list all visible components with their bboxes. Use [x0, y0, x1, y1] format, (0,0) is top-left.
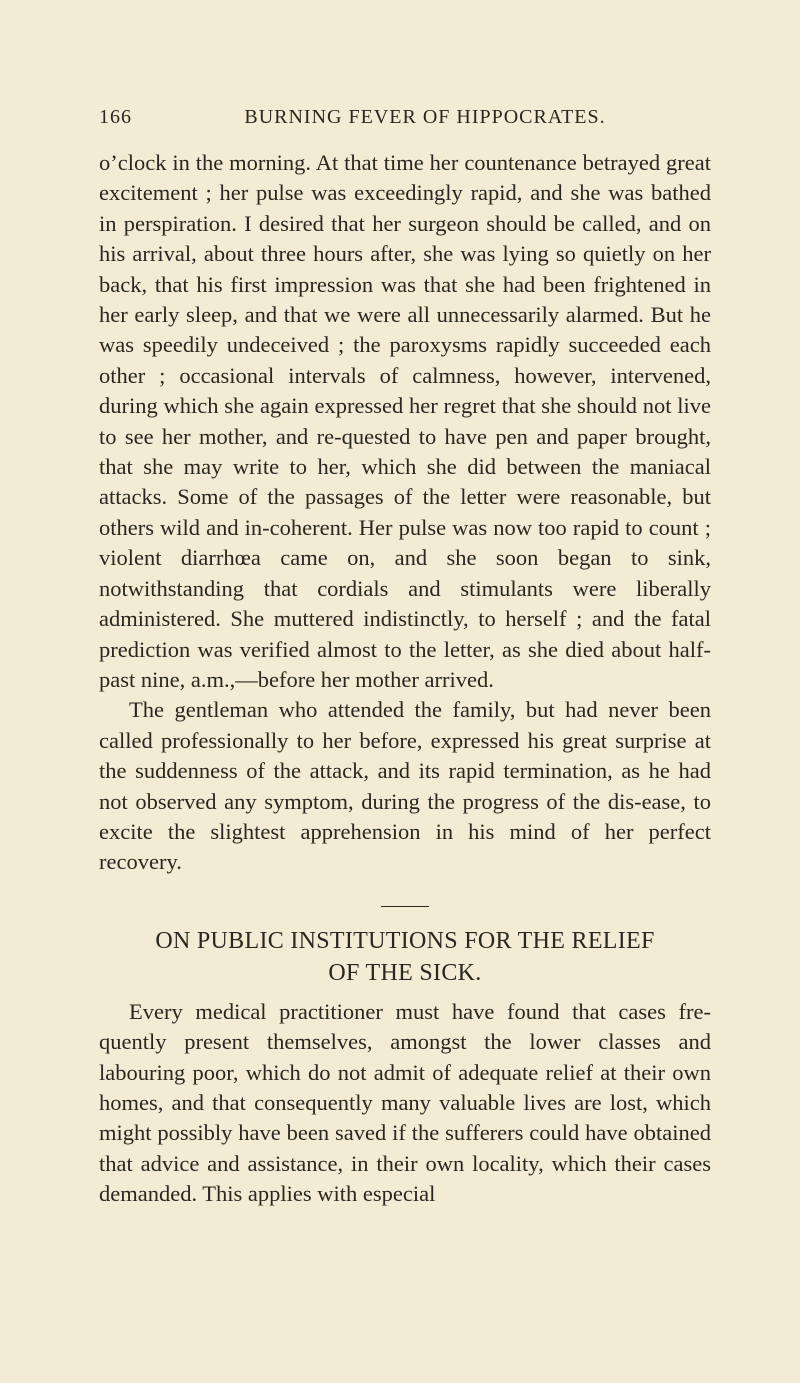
running-title: BURNING FEVER OF HIPPOCRATES.	[244, 106, 606, 128]
paragraph-continued: o’clock in the morning. At that time her countenance betrayed great excitement ; her pulse was exceedingly rapid, and she was bathed in perspiration. I desired that her surgeon should be called, and on his arrival, about three hours after, she was lying so quietly on her back, that his first impression was that she had been frightened in her early sleep, and that we were all unnecessarily alarmed. But he was speedily undeceived ; the paroxysms rapidly succeeded each other ; occasional intervals of calmness, however, intervened, during which she again expressed her regret that she should not live to see her mother, and re-quested to have pen and paper brought, that she may write to her, which she did between the maniacal attacks. Some of the passages of the letter were reasonable, but others wild and in-coherent. Her pulse was now too rapid to count ; violent diarrhœa came on, and she soon began to sink, notwithstanding that cordials and stimulants were liberally administered. She muttered indistinctly, to herself ; and the fatal prediction was verified almost to the letter, as she died about half-past nine, a.m.,—before her mother arrived.	[99, 150, 711, 692]
page-number: 166	[99, 106, 132, 128]
paragraph-gentleman: The gentleman who attended the family, but had never been called professionally to her before, expressed his great surprise at the suddenness of the attack, and its rapid termination, as he had not observed any symptom, during the progress of the dis-ease, to excite the slightest apprehension in his mind of her perfect recovery.	[99, 697, 711, 875]
section-heading-line-2: OF THE SICK.	[328, 959, 482, 986]
section-heading-line-1: ON PUBLIC INSTITUTIONS FOR THE RELIEF	[155, 927, 655, 954]
body-text	[99, 148, 711, 1210]
section-divider-rule	[381, 906, 429, 907]
paragraph-public-institutions: Every medical practitioner must have found that cases fre-quently present themselves, amongst the lower classes and labouring poor, which do not admit of adequate relief at their own homes, and that consequently many valuable lives are lost, which might possibly have been saved if the sufferers could have obtained that advice and assistance, in their own locality, which their cases demanded. This applies with especial	[99, 998, 711, 1207]
running-head	[99, 106, 711, 136]
section-heading	[99, 925, 711, 989]
